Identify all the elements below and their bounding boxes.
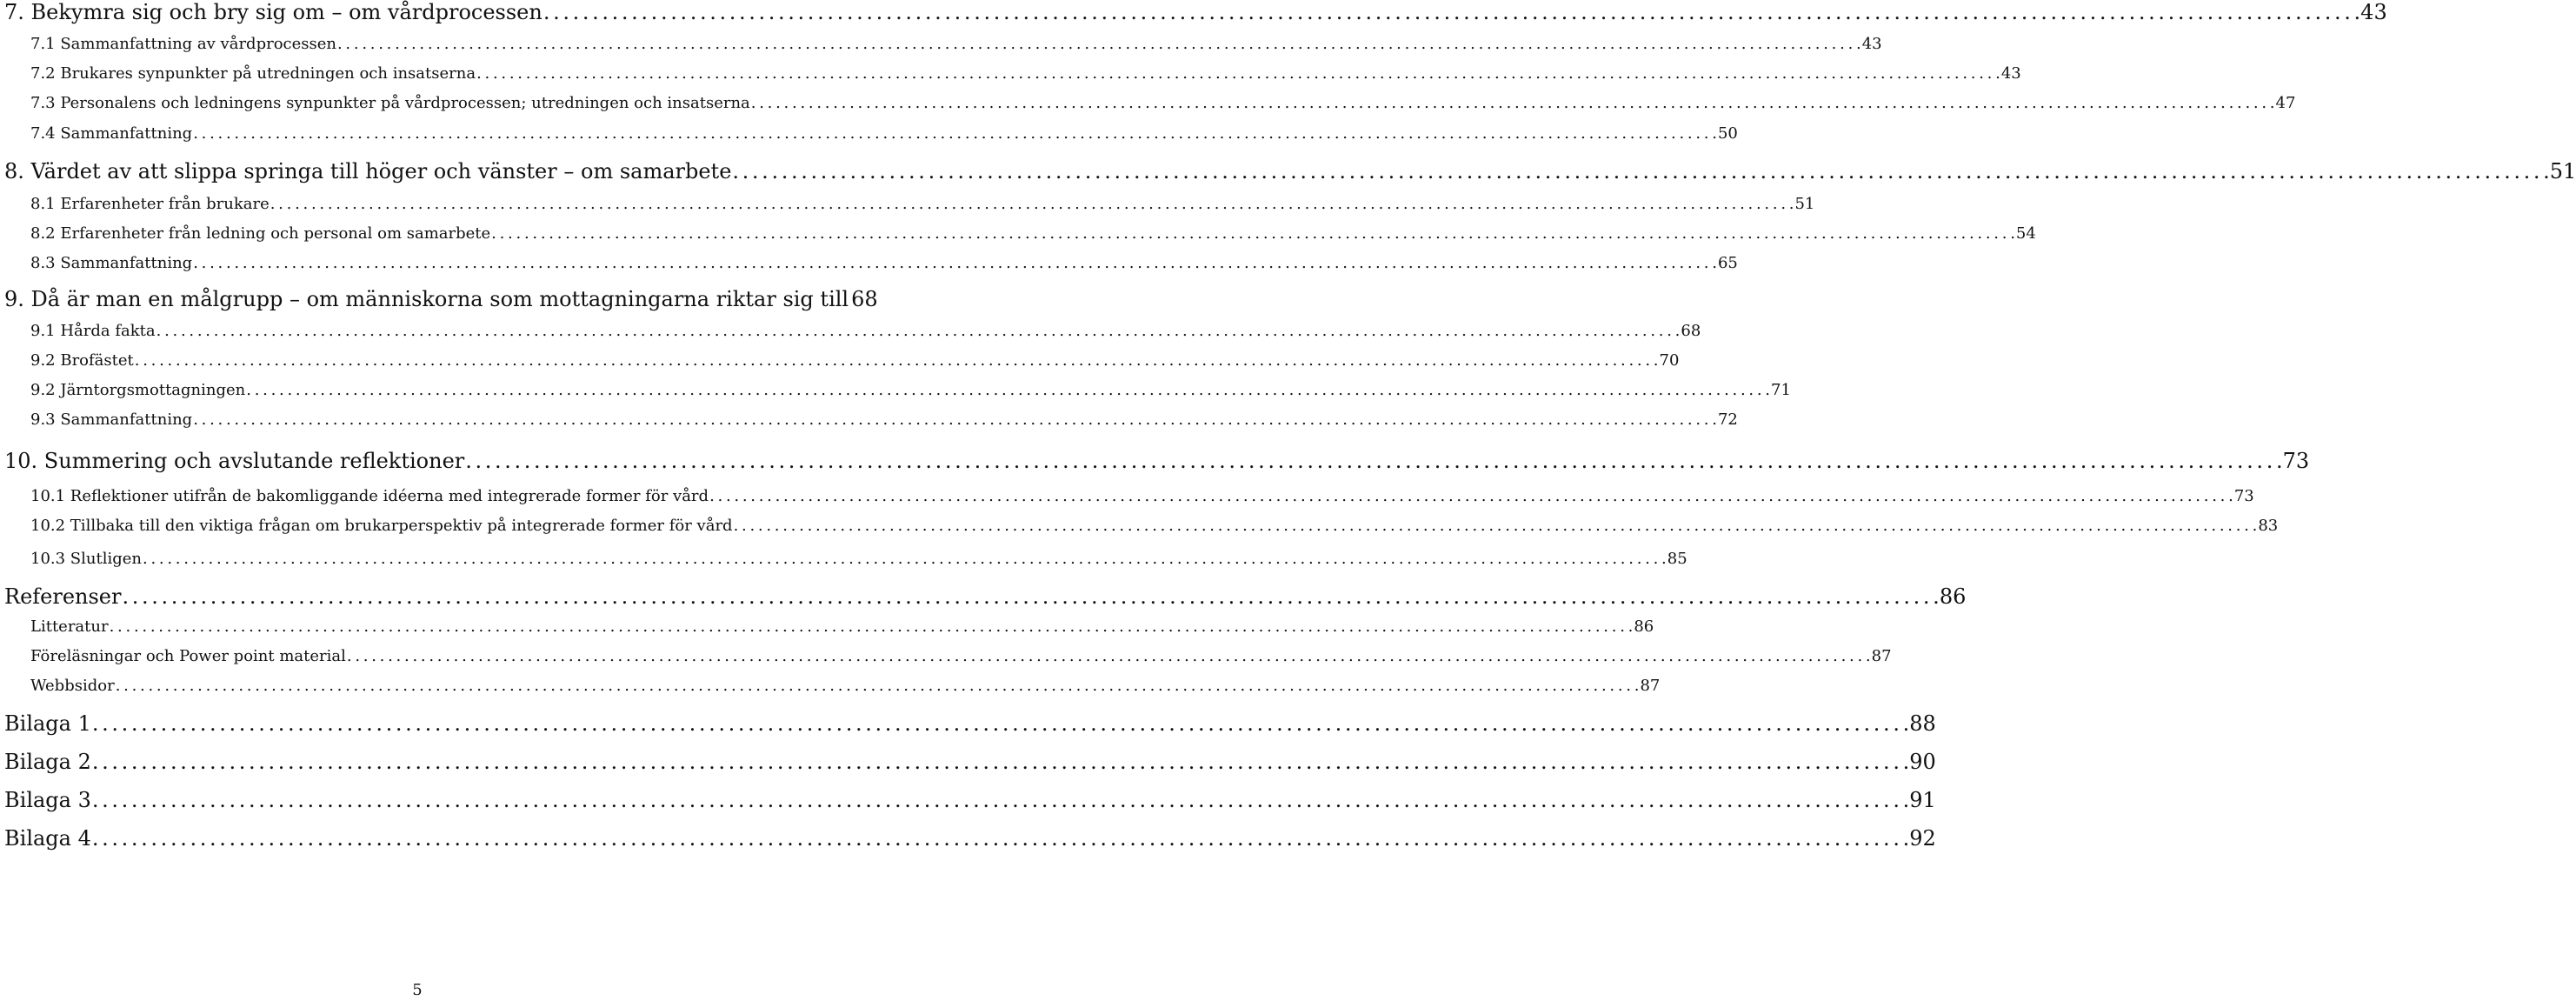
toc-entry[interactable]	[30, 617, 1654, 636]
toc-entry-title: 10.2 Tillbaka till den viktiga frågan om brukarperspektiv på integrerade former för vård	[30, 517, 733, 535]
toc-entry-title: 9.3 Sammanfattning	[30, 410, 193, 429]
toc-entry-title: 8.3 Sammanfattning	[30, 254, 193, 272]
dot-leader	[246, 381, 1769, 399]
toc-entry-page: 51	[1794, 195, 1815, 213]
toc-entry-page: 70	[1659, 351, 1680, 370]
toc-entry-title: 8.1 Erfarenheter från brukare	[30, 195, 270, 213]
toc-entry-title: 7.2 Brukares synpunkter på utredningen och insatserna	[30, 64, 476, 83]
dot-leader	[193, 124, 1716, 143]
toc-entry-title: Referenser	[4, 584, 122, 609]
toc-entry[interactable]	[4, 159, 2576, 184]
toc-entry-page: 43	[2000, 64, 2021, 83]
toc-entry[interactable]	[30, 195, 1815, 213]
toc-entry-page: 50	[1717, 124, 1738, 143]
toc-entry[interactable]	[4, 0, 2387, 24]
toc-entry-title: Litteratur	[30, 617, 109, 636]
toc-entry-page: 73	[2233, 487, 2254, 505]
toc-entry[interactable]	[30, 410, 1738, 429]
toc-entry-title: 10. Summering och avslutande reflektioner	[4, 449, 465, 473]
dot-leader	[92, 711, 1907, 736]
toc-entry-title: 9. Då är man en målgrupp – om människorna som mottagningarna riktar sig till	[4, 287, 849, 311]
toc-entry[interactable]	[30, 35, 1882, 53]
toc-entry-title: Föreläsningar och Power point material	[30, 647, 346, 665]
toc-entry-title: Bilaga 4	[4, 826, 91, 851]
dot-leader	[347, 647, 1870, 665]
toc-entry-title: 9.2 Järntorgsmottagningen	[30, 381, 246, 399]
toc-entry-page: 68	[1681, 322, 1701, 340]
toc-entry[interactable]	[4, 287, 878, 311]
toc-entry-title: 9.2 Brofästet	[30, 351, 134, 370]
toc-entry[interactable]	[4, 750, 1936, 774]
toc-entry-title: 9.1 Hårda fakta	[30, 322, 156, 340]
toc-entry-page: 73	[2282, 449, 2310, 473]
toc-entry-title: 10.3 Slutligen	[30, 550, 142, 568]
toc-entry[interactable]	[4, 711, 1936, 736]
toc-entry[interactable]	[4, 788, 1936, 812]
toc-entry[interactable]	[30, 124, 1738, 143]
toc-entry[interactable]	[4, 826, 1936, 851]
page-number: 5	[412, 981, 423, 999]
toc-entry-page: 72	[1717, 410, 1738, 429]
toc-entry-page: 86	[1939, 584, 1967, 609]
toc-entry-title: 10.1 Reflektioner utifrån de bakomliggande idéerna med integrerade former för vård	[30, 487, 709, 505]
toc-entry[interactable]	[30, 647, 1892, 665]
toc-entry-page: 47	[2275, 94, 2296, 112]
toc-entry-title: 7.1 Sammanfattning av vårdprocessen	[30, 35, 336, 53]
toc-entry-page: 71	[1771, 381, 1791, 399]
toc-entry[interactable]	[30, 550, 1687, 568]
toc-entry-page: 91	[1909, 788, 1936, 812]
toc-entry-page: 85	[1667, 550, 1687, 568]
toc-entry-page: 92	[1909, 826, 1936, 851]
dot-leader	[143, 550, 1666, 568]
toc-entry-page: 90	[1909, 750, 1936, 774]
dot-leader	[135, 351, 1658, 370]
toc-entry[interactable]	[30, 322, 1701, 340]
toc-entry[interactable]	[30, 94, 2296, 112]
dot-leader	[709, 487, 2233, 505]
toc-entry-page: 51	[2549, 159, 2576, 184]
toc-entry-page: 43	[1861, 35, 1882, 53]
toc-entry-page: 65	[1717, 254, 1738, 272]
toc-entry-page: 86	[1634, 617, 1654, 636]
dot-leader	[270, 195, 1794, 213]
toc-entry[interactable]	[30, 517, 2279, 535]
dot-leader	[734, 517, 2257, 535]
dot-leader	[751, 94, 2274, 112]
toc-entry-page: 43	[2360, 0, 2387, 24]
dot-leader	[337, 35, 1860, 53]
toc-entry[interactable]	[30, 351, 1680, 370]
toc-entry[interactable]	[30, 224, 2036, 243]
toc-entry[interactable]	[4, 584, 1967, 609]
toc-entry-title: 7.3 Personalens och ledningens synpunkter på vårdprocessen; utredningen och insatserna	[30, 94, 750, 112]
toc-entry[interactable]	[30, 677, 1661, 695]
dot-leader	[732, 159, 2547, 184]
toc-entry[interactable]	[30, 254, 1738, 272]
dot-leader	[193, 254, 1716, 272]
toc-entry-page: 54	[2015, 224, 2036, 243]
dot-leader	[92, 826, 1907, 851]
dot-leader	[122, 584, 1937, 609]
dot-leader	[116, 677, 1639, 695]
dot-leader	[476, 64, 2000, 83]
toc-entry-title: Bilaga 1	[4, 711, 91, 736]
dot-leader	[110, 617, 1633, 636]
toc-entry-title: Bilaga 3	[4, 788, 91, 812]
toc-entry-page: 87	[1640, 677, 1661, 695]
dot-leader	[92, 750, 1907, 774]
toc-entry[interactable]	[30, 487, 2254, 505]
dot-leader	[193, 410, 1716, 429]
toc-entry-page: 83	[2258, 517, 2279, 535]
dot-leader	[543, 0, 2359, 24]
toc-entry-title: 7.4 Sammanfattning	[30, 124, 193, 143]
dot-leader	[92, 788, 1907, 812]
toc-entry[interactable]	[30, 64, 2021, 83]
toc-entry-title: 8.2 Erfarenheter från ledning och personal om samarbete	[30, 224, 491, 243]
toc-entry-title: Bilaga 2	[4, 750, 91, 774]
dot-leader	[491, 224, 2014, 243]
toc-entry-page: 88	[1909, 711, 1936, 736]
dot-leader	[465, 449, 2280, 473]
toc-entry-page: 87	[1871, 647, 1892, 665]
toc-entry[interactable]	[4, 449, 2310, 473]
toc-entry-title: 7. Bekymra sig och bry sig om – om vårdprocessen	[4, 0, 542, 24]
toc-entry-title: Webbsidor	[30, 677, 115, 695]
toc-entry[interactable]	[30, 381, 1791, 399]
toc-entry-page: 68	[851, 287, 878, 311]
toc-entry-title: 8. Värdet av att slippa springa till höger och vänster – om samarbete	[4, 159, 732, 184]
dot-leader	[156, 322, 1680, 340]
